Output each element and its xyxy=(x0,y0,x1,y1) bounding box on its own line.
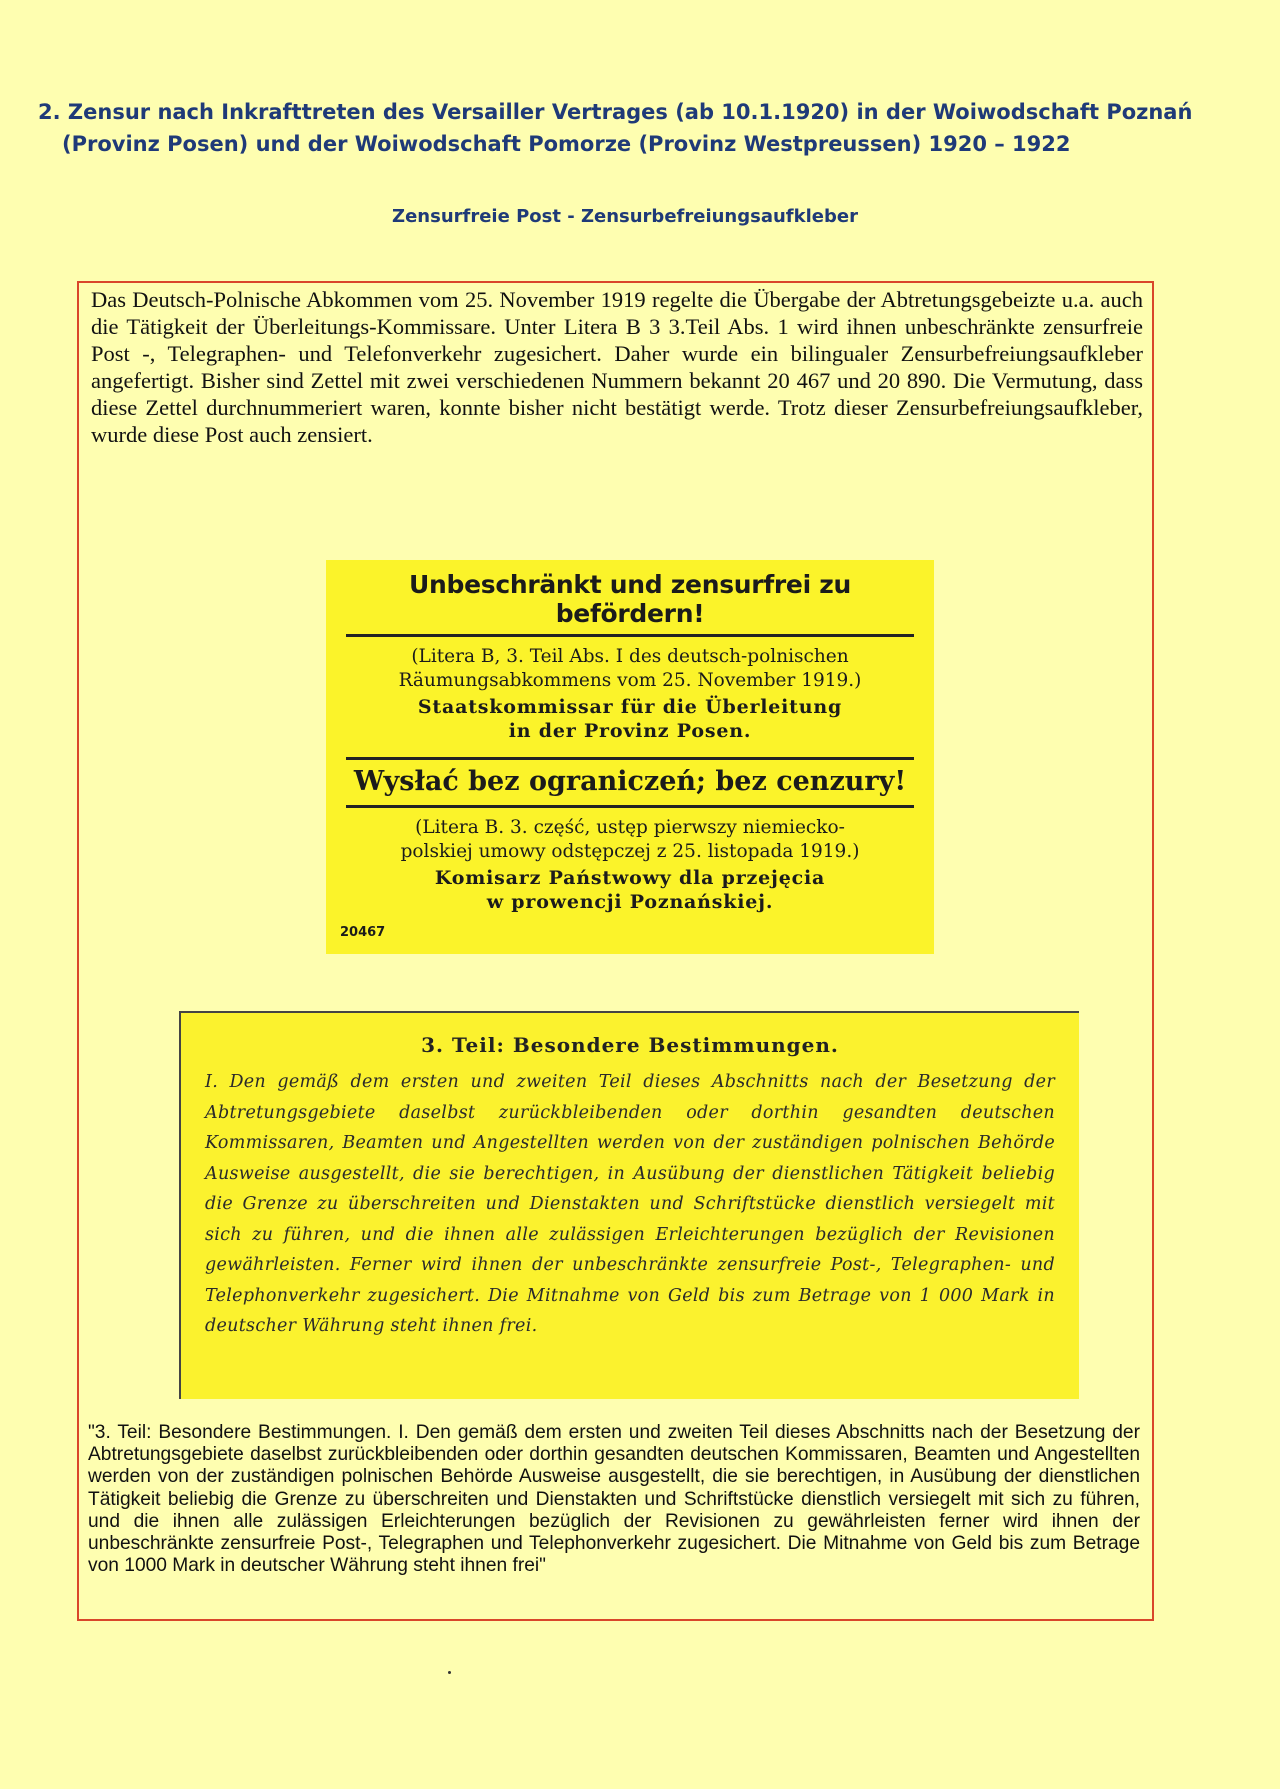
section-subheading: Zensurfreie Post - Zensurbefreiungsaufkleber xyxy=(392,206,858,227)
intro-text xyxy=(91,286,1143,448)
sticker-german-authority-line-1: Staatskommissar für die Überleitung xyxy=(417,696,843,718)
sticker-german-reference-line-1: (Litera B, 3. Teil Abs. I des deutsch-polnischen xyxy=(411,646,849,667)
sticker-german-authority xyxy=(340,695,920,743)
page-heading xyxy=(38,96,1238,160)
sticker-polish-reference-line-2: polskiej umowy odstępczej z 25. listopada 1919.) xyxy=(400,841,860,862)
sticker-polish-authority xyxy=(340,866,920,914)
sticker-german-reference xyxy=(340,645,920,693)
treaty-text-scan xyxy=(179,1011,1079,1399)
intro-paragraph: Das Deutsch-Polnische Abkommen vom 25. November 1919 regelte die Übergabe der Abtretungsgebeizte u.a. auch die Tätigkeit der Überleitungs-Kommissare. Unter Litera B 3 3.Teil Abs. 1 wird ihnen unbeschränkte zensurfreie Post -, Telegraphen- und Telefonverkehr zugesichert. Daher wurde ein bilingualer Zensurbefreiungsaufkleber angefertigt. Bisher sind Zettel mit zwei verschiedenen Nummern bekannt 20 467 und 20 890. Die Vermutung, dass diese Zettel durchnummeriert waren, konnte bisher nicht bestätigt werde. Trotz dieser Zensurbefreiungsaufkleber, wurde diese Post auch zensiert. xyxy=(91,287,1143,447)
sticker-polish-reference-line-1: (Litera B. 3. część, ustęp pierwszy niemiecko- xyxy=(415,817,845,838)
sticker-german-authority-line-2: in der Provinz Posen. xyxy=(508,720,752,742)
scan-title: 3. Teil: Besondere Bestimmungen. xyxy=(421,1033,839,1057)
heading-line-2: (Provinz Posen) und der Woiwodschaft Pomorze (Provinz Westpreussen) 1920 – 1922 xyxy=(62,132,1071,156)
sticker-german-heading: Unbeschränkt und zensurfrei zu befördern! xyxy=(346,570,914,637)
sticker-polish-heading: Wysłać bez ograniczeń; bez cenzury! xyxy=(346,760,914,808)
sticker-polish-reference xyxy=(340,816,920,864)
sticker-polish-authority-line-2: w prowencji Poznańskiej. xyxy=(486,891,774,913)
transcription-text xyxy=(88,1422,1140,1577)
stray-dot xyxy=(448,1671,451,1674)
scan-body: I. Den gemäß dem ersten und zweiten Teil dieses Abschnitts nach der Besetzung der Abtretungsgebiete daselbst zurückbleibenden oder dorthin gesandten deutschen Kommissaren, Beamten und Angestellten werden von der zuständigen polnischen Behörde Ausweise ausgestellt, die sie berechtigen, in Ausübung der dienstlichen Tätigkeit beliebig die Grenze zu überschreiten und Dienstakten und Schriftstücke dienstlich versiegelt mit sich zu führen, und die ihnen alle zulässigen Erleichterungen bezüglich der Revisionen gewährleisten. Ferner wird ihnen der unbeschränkte zensurfreie Post-, Telegraphen- und Telephonverkehr zugesichert. Die Mitnahme von Geld bis zum Betrage von 1 000 Mark in deutscher Währung steht ihnen frei. xyxy=(205,1072,1055,1336)
heading-line-1: 2. Zensur nach Inkrafttreten des Versailler Vertrages (ab 10.1.1920) in der Woiwodschaft Poznań xyxy=(38,100,1193,124)
censorship-exemption-sticker xyxy=(326,560,934,954)
sticker-german-reference-line-2: Räumungsabkommens vom 25. November 1919.) xyxy=(398,670,862,691)
sticker-serial-number: 20467 xyxy=(340,925,386,940)
transcription-paragraph: "3. Teil: Besondere Bestimmungen. I. Den gemäß dem ersten und zweiten Teil dieses Abschnitts nach der Besetzung der Abtretungsgebiete daselbst zurückbleibenden oder dorthin gesandten deutschen Kommissaren, Beamten und Angestellten werden von der zuständigen polnischen Behörde Ausweise ausgestellt, die sie berechtigen, in Ausübung der dienstlichen Tätigkeit beliebig die Grenze zu überschreiten und Dienstakten und Schriftstücke dienstlich versiegelt mit sich zu führen, und die ihnen alle zulässigen Erleichterungen bezüglich der Revisionen zu gewährleisten ferner wird ihnen der unbeschränkte zensurfreie Post-, Telegraphen und Telephonverkehr zugesichert. Die Mitnahme von Geld bis zum Betrage von 1000 Mark in deutscher Währung steht ihnen frei" xyxy=(88,1422,1140,1577)
sticker-polish-authority-line-1: Komisarz Państwowy dla przejęcia xyxy=(434,867,826,889)
